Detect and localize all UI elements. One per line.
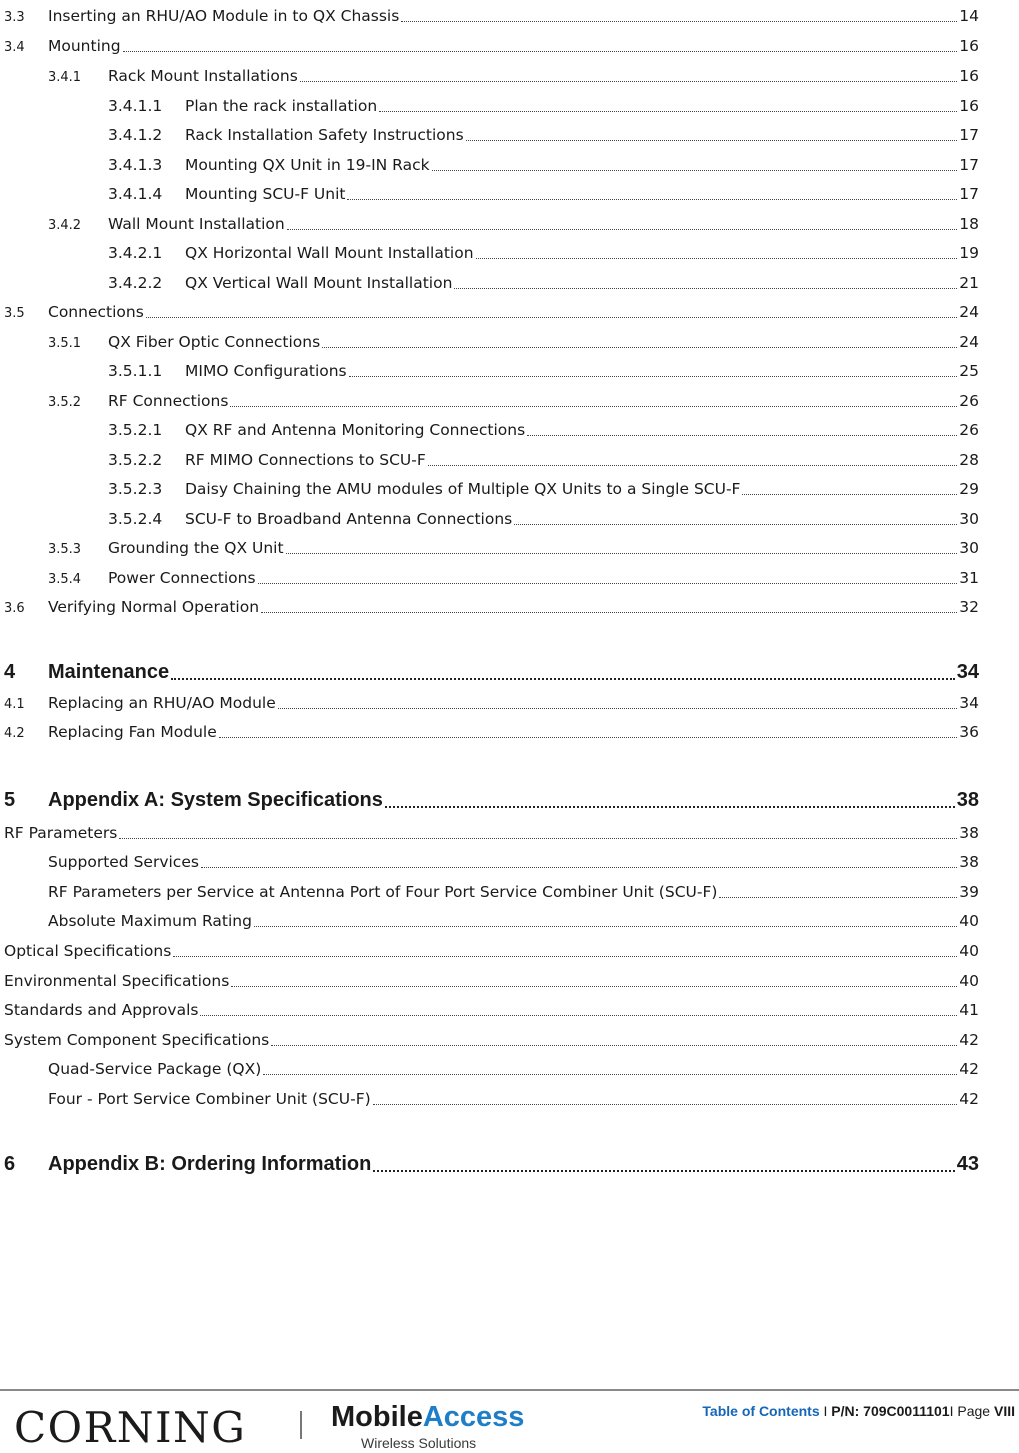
toc-dot-leader xyxy=(123,50,958,52)
toc-entry-page: 16 xyxy=(959,97,979,115)
toc-dot-leader xyxy=(349,375,958,377)
toc-entry-page: 34 xyxy=(959,694,979,712)
toc-entry-page: 39 xyxy=(959,883,979,901)
toc-entry[interactable] xyxy=(108,122,979,144)
toc-entry[interactable] xyxy=(48,1086,979,1108)
toc-entry-number: 3.5.1 xyxy=(48,336,82,351)
toc-entry-number: 3.5.1.1 xyxy=(108,362,163,380)
toc-entry-title: Mounting xyxy=(48,37,121,55)
toc-entry-page: 17 xyxy=(959,185,979,203)
toc-entry[interactable] xyxy=(48,388,979,410)
toc-entry-title: QX Horizontal Wall Mount Installation xyxy=(185,244,474,262)
footer-section-label: Table of Contents xyxy=(702,1403,820,1419)
toc-entry[interactable] xyxy=(108,270,979,292)
toc-entry-page: 42 xyxy=(959,1090,979,1108)
toc-entry-title: Wall Mount Installation xyxy=(108,215,285,233)
toc-dot-leader xyxy=(373,1169,954,1172)
mobileaccess-logo xyxy=(331,1401,524,1434)
toc-dot-leader xyxy=(476,257,958,259)
toc-entry-title: Mounting SCU-F Unit xyxy=(185,185,346,203)
toc-entry-title: Replacing an RHU/AO Module xyxy=(48,694,276,712)
toc-entry-title: Absolute Maximum Rating xyxy=(48,912,252,930)
toc-entry-page: 14 xyxy=(959,7,979,25)
toc-dot-leader xyxy=(373,1103,958,1105)
toc-entry-title: Environmental Specifications xyxy=(4,972,230,990)
toc-dot-leader xyxy=(261,611,957,613)
toc-entry-number: 4.2 xyxy=(4,726,25,741)
toc-entry-page: 41 xyxy=(959,1001,979,1019)
toc-entry[interactable] xyxy=(4,719,979,741)
toc-dot-leader xyxy=(742,493,957,495)
toc-entry-number: 3.5.2 xyxy=(48,395,82,410)
toc-entry-title: QX RF and Antenna Monitoring Connections xyxy=(185,421,526,439)
toc-entry-page: 34 xyxy=(956,661,979,683)
toc-dot-leader xyxy=(454,287,957,289)
toc-entry-title: Optical Specifications xyxy=(4,942,172,960)
toc-entry-page: 26 xyxy=(959,421,979,439)
toc-entry[interactable] xyxy=(4,299,979,321)
toc-entry-number: 3.4.1.2 xyxy=(108,126,163,144)
toc-entry-page: 38 xyxy=(959,824,979,842)
toc-entry-page: 31 xyxy=(959,569,979,587)
toc-dot-leader xyxy=(300,80,957,82)
toc-entry-title: MIMO Configurations xyxy=(185,362,347,380)
toc-entry[interactable] xyxy=(108,447,979,469)
toc-entry-number: 3.5.2.4 xyxy=(108,510,163,528)
toc-dot-leader xyxy=(173,955,957,957)
toc-dot-leader xyxy=(171,677,955,680)
toc-dot-leader xyxy=(466,139,958,141)
toc-entry-title: System Component Specifications xyxy=(4,1031,270,1049)
toc-entry-number: 3.3 xyxy=(4,10,25,25)
toc-entry-title: Rack Mount Installations xyxy=(108,67,298,85)
toc-entry-title: Verifying Normal Operation xyxy=(48,598,260,616)
toc-entry-title: Power Connections xyxy=(108,569,256,587)
toc-entry-page: 24 xyxy=(959,303,979,321)
toc-dot-leader xyxy=(514,523,957,525)
toc-entry-page: 38 xyxy=(956,789,979,811)
toc-dot-leader xyxy=(379,110,957,112)
toc-entry-title: Supported Services xyxy=(48,853,199,871)
toc-entry-number: 3.4.2.1 xyxy=(108,244,163,262)
toc-entry[interactable] xyxy=(4,3,979,25)
toc-entry[interactable] xyxy=(108,417,979,439)
toc-dot-leader xyxy=(271,1044,957,1046)
logo-divider xyxy=(300,1411,302,1439)
toc-entry-number: 4 xyxy=(4,661,16,683)
toc-entry-number: 3.6 xyxy=(4,601,25,616)
toc-entry[interactable] xyxy=(48,63,979,85)
toc-entry-number: 3.5.2.3 xyxy=(108,480,163,498)
toc-entry-number: 3.5.3 xyxy=(48,542,82,557)
toc-entry-title: Connections xyxy=(48,303,144,321)
toc-entry-page: 30 xyxy=(959,539,979,557)
toc-entry[interactable] xyxy=(4,33,979,55)
logo-mobile-text: Mobile xyxy=(331,1401,423,1433)
footer-info xyxy=(702,1403,1015,1419)
toc-entry-number: 5 xyxy=(4,789,16,811)
toc-entry-title: RF Connections xyxy=(108,392,229,410)
toc-entry[interactable] xyxy=(48,535,979,557)
toc-dot-leader xyxy=(719,896,957,898)
logo-tagline: Wireless Solutions xyxy=(361,1435,477,1451)
toc-entry-page: 17 xyxy=(959,156,979,174)
toc-entry-number: 4.1 xyxy=(4,697,25,712)
toc-entry-title: RF Parameters per Service at Antenna Port of Four Port Service Combiner Unit (SCU-F) xyxy=(48,883,718,901)
toc-entry-page: 28 xyxy=(959,451,979,469)
toc-entry-title: Replacing Fan Module xyxy=(48,723,217,741)
toc-dot-leader xyxy=(428,464,958,466)
toc-entry[interactable] xyxy=(4,968,979,990)
toc-entry-page: 26 xyxy=(959,392,979,410)
toc-entry[interactable] xyxy=(4,938,979,960)
toc-entry-page: 36 xyxy=(959,723,979,741)
toc-dot-leader xyxy=(347,198,957,200)
toc-dot-leader xyxy=(322,346,957,348)
toc-dot-leader xyxy=(219,736,957,738)
toc-dot-leader xyxy=(119,837,957,839)
toc-entry-page: 38 xyxy=(959,853,979,871)
toc-entry[interactable] xyxy=(48,879,979,901)
toc-entry-title: Standards and Approvals xyxy=(4,1001,199,1019)
footer-page-number: VIII xyxy=(993,1403,1015,1419)
toc-dot-leader xyxy=(432,169,958,171)
toc-dot-leader xyxy=(401,20,957,22)
toc-entry-page: 40 xyxy=(959,972,979,990)
toc-entry[interactable] xyxy=(4,786,979,812)
toc-entry[interactable] xyxy=(48,908,979,930)
toc-entry-page: 19 xyxy=(959,244,979,262)
toc-entry[interactable] xyxy=(108,358,979,380)
corning-logo: CORNING xyxy=(14,1403,247,1452)
toc-entry-title: Rack Installation Safety Instructions xyxy=(185,126,464,144)
toc-entry-number: 3.4.2 xyxy=(48,218,82,233)
toc-entry-title: RF MIMO Connections to SCU-F xyxy=(185,451,426,469)
toc-entry-page: 17 xyxy=(959,126,979,144)
footer-separator: I xyxy=(819,1403,832,1419)
toc-entry[interactable] xyxy=(48,211,979,233)
toc-entry[interactable] xyxy=(4,1027,979,1049)
footer-divider xyxy=(0,1389,1019,1391)
toc-entry-number: 3.4 xyxy=(4,40,25,55)
toc-entry-page: 42 xyxy=(959,1031,979,1049)
toc-dot-leader xyxy=(258,582,958,584)
toc-entry-title: Daisy Chaining the AMU modules of Multiple QX Units to a Single SCU-F xyxy=(185,480,741,498)
toc-entry-page: 24 xyxy=(959,333,979,351)
toc-entry[interactable] xyxy=(108,152,979,174)
toc-entry-page: 16 xyxy=(959,67,979,85)
toc-entry[interactable] xyxy=(108,476,979,498)
toc-entry[interactable] xyxy=(108,506,979,528)
toc-entry-number: 6 xyxy=(4,1153,16,1175)
toc-entry-title: Appendix B: Ordering Information xyxy=(48,1153,372,1175)
toc-entry-title: QX Fiber Optic Connections xyxy=(108,333,321,351)
toc-entry-title: RF Parameters xyxy=(4,824,118,842)
toc-entry[interactable] xyxy=(108,93,979,115)
toc-entry-number: 3.5 xyxy=(4,306,25,321)
toc-entry-number: 3.5.2.2 xyxy=(108,451,163,469)
toc-entry-page: 21 xyxy=(959,274,979,292)
toc-dot-leader xyxy=(527,434,957,436)
toc-entry-page: 18 xyxy=(959,215,979,233)
toc-entry-number: 3.5.4 xyxy=(48,572,82,587)
page-footer xyxy=(0,1389,1019,1453)
toc-entry-number: 3.4.1.1 xyxy=(108,97,163,115)
toc-dot-leader xyxy=(200,1014,957,1016)
toc-entry[interactable] xyxy=(4,690,979,712)
toc-entry[interactable] xyxy=(48,329,979,351)
toc-entry[interactable] xyxy=(108,181,979,203)
toc-entry-number: 3.4.1.3 xyxy=(108,156,163,174)
toc-entry-number: 3.4.2.2 xyxy=(108,274,163,292)
logo-access-text: Access xyxy=(422,1401,525,1433)
toc-entry-title: Quad-Service Package (QX) xyxy=(48,1060,262,1078)
toc-entry[interactable] xyxy=(4,594,979,616)
toc-entry-title: Plan the rack installation xyxy=(185,97,378,115)
toc-entry-page: 40 xyxy=(959,912,979,930)
toc-entry-title: QX Vertical Wall Mount Installation xyxy=(185,274,453,292)
toc-entry-page: 43 xyxy=(956,1153,979,1175)
toc-entry-title: Grounding the QX Unit xyxy=(108,539,284,557)
toc-entry-number: 3.5.2.1 xyxy=(108,421,163,439)
toc-entry[interactable] xyxy=(4,1150,979,1176)
toc-entry-title: Inserting an RHU/AO Module in to QX Chassis xyxy=(48,7,400,25)
toc-entry-title: Mounting QX Unit in 19-IN Rack xyxy=(185,156,430,174)
toc-entry[interactable] xyxy=(4,997,979,1019)
toc-dot-leader xyxy=(230,405,957,407)
toc-entry-title: Appendix A: System Specifications xyxy=(48,789,383,811)
toc-entry-page: 32 xyxy=(959,598,979,616)
toc-dot-leader xyxy=(286,552,958,554)
toc-entry[interactable] xyxy=(48,849,979,871)
toc-entry-number: 3.4.1.4 xyxy=(108,185,163,203)
footer-part-number: P/N: 709C0011101 xyxy=(831,1403,950,1419)
toc-entry-page: 30 xyxy=(959,510,979,528)
toc-dot-leader xyxy=(201,866,957,868)
toc-dot-leader xyxy=(231,985,957,987)
toc-dot-leader xyxy=(385,805,955,808)
toc-dot-leader xyxy=(254,925,957,927)
toc-entry[interactable] xyxy=(4,820,979,842)
toc-dot-leader xyxy=(146,316,957,318)
toc-dot-leader xyxy=(287,228,958,230)
toc-dot-leader xyxy=(278,707,958,709)
toc-entry-title: Four - Port Service Combiner Unit (SCU-F) xyxy=(48,1090,371,1108)
toc-entry[interactable] xyxy=(4,658,979,684)
toc-entry-title: Maintenance xyxy=(48,661,170,683)
toc-entry[interactable] xyxy=(48,565,979,587)
toc-entry-number: 3.4.1 xyxy=(48,70,82,85)
toc-entry[interactable] xyxy=(108,240,979,262)
toc-dot-leader xyxy=(263,1073,957,1075)
toc-entry-title: SCU-F to Broadband Antenna Connections xyxy=(185,510,513,528)
toc-entry-page: 16 xyxy=(959,37,979,55)
toc-entry[interactable] xyxy=(48,1056,979,1078)
footer-page-prefix: I Page xyxy=(949,1403,994,1419)
toc-entry-page: 29 xyxy=(959,480,979,498)
toc-entry-page: 25 xyxy=(959,362,979,380)
toc-entry-page: 40 xyxy=(959,942,979,960)
toc-entry-page: 42 xyxy=(959,1060,979,1078)
